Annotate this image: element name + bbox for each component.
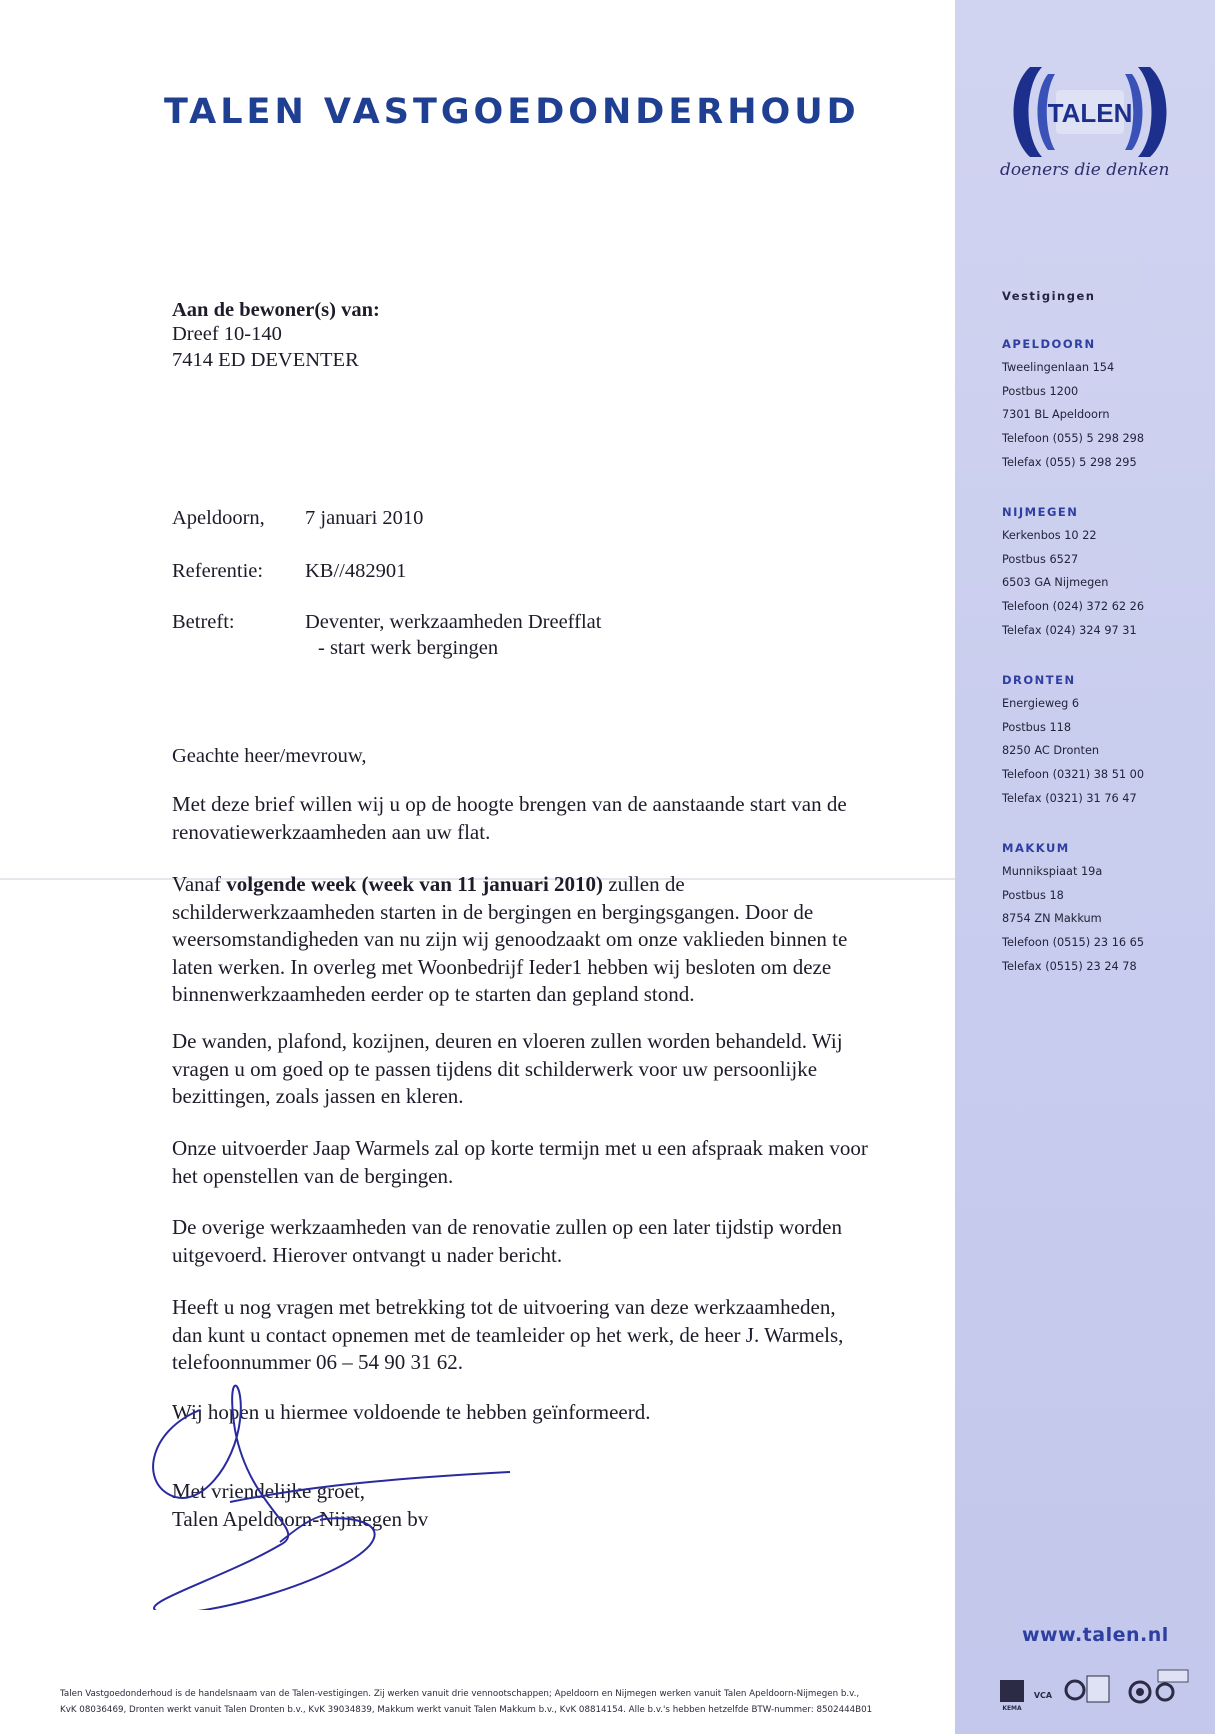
paragraph-other-work (172, 1214, 842, 1269)
subject-label: Betreft: (172, 611, 235, 633)
office-fax: Telefax (0515) 23 24 78 (1002, 959, 1137, 973)
paragraph-line: weersomstandigheden van nu zijn wij genoodzaakt om onze vaklieden binnen te (172, 927, 848, 951)
paragraph-contact (172, 1294, 843, 1377)
paragraph-line: telefoonnummer 06 – 54 90 31 62. (172, 1350, 464, 1374)
paragraph-line: Onze uitvoerder Jaap Warmels zal op korte termijn met u een afspraak maken voor (172, 1136, 868, 1160)
reference-label: Referentie: (172, 560, 264, 582)
reference-value: KB//482901 (305, 560, 407, 582)
paragraph-closing (172, 1399, 650, 1427)
offices-heading: Vestigingen (1002, 289, 1096, 303)
legal-footer (60, 1686, 940, 1718)
office-city-nijmegen: NIJMEGEN (1002, 505, 1079, 519)
office-phone: Telefoon (0321) 38 51 00 (1002, 768, 1145, 782)
paragraph-line: laten werken. In overleg met Woonbedrijf Ieder1 hebben wij besloten om deze (172, 954, 832, 979)
office-address: Energieweg 6 (1002, 697, 1080, 710)
addressee-city: 7414 ED DEVENTER (172, 349, 359, 371)
paragraph-line: dan kunt u contact opnemen met de teamleider op het werk, de heer J. Warmels, (172, 1322, 844, 1347)
website-link[interactable]: www.talen.nl (1022, 1624, 1169, 1646)
cert-kema-label: KEMA (1002, 1705, 1022, 1712)
office-city-apeldoorn: APELDOORN (1002, 337, 1096, 351)
highlight-start-week: volgende week (week van 11 januari 2010) (226, 872, 604, 896)
paragraph-line: bezittingen, zoals jassen en kleren. (172, 1084, 464, 1108)
paragraph-treatment (172, 1028, 843, 1111)
office-postcode: 8754 ZN Makkum (1002, 912, 1102, 926)
company-title: TALEN VASTGOEDONDERHOUD (164, 92, 860, 132)
office-postbus: Postbus 18 (1002, 888, 1064, 902)
office-postbus: Postbus 6527 (1002, 552, 1079, 566)
paragraph-line: uitgevoerd. Hierover ontvangt u nader bericht. (172, 1242, 563, 1267)
addressee-heading: Aan de bewoner(s) van: (172, 299, 380, 321)
paragraph-line: De wanden, plafond, kozijnen, deuren en vloeren zullen worden behandeld. Wij (172, 1029, 843, 1053)
office-postbus: Postbus 118 (1002, 720, 1072, 734)
cert-vca-label: VCA (1033, 1691, 1053, 1700)
office-postbus: Postbus 1200 (1002, 384, 1079, 398)
office-details-apeldoorn (1002, 356, 1144, 475)
office-postcode: 6503 GA Nijmegen (1002, 576, 1109, 590)
paragraph-line: renovatiewerkzaamheden aan uw flat. (172, 819, 491, 844)
talen-logo (1000, 62, 1180, 167)
paragraph-line: schilderwerkzaamheden starten in de bergingen en bergingsgangen. Door de (172, 899, 814, 924)
text-run: Vanaf (172, 872, 227, 896)
office-phone: Telefoon (055) 5 298 298 (1002, 432, 1145, 446)
letter-date: 7 januari 2010 (305, 507, 424, 529)
office-city-makkum: MAKKUM (1002, 841, 1070, 855)
office-city-dronten: DRONTEN (1002, 673, 1076, 687)
certification-logos (995, 1658, 1195, 1718)
footer-line: KvK 08036469, Dronten werkt vanuit Talen Dronten b.v., KvK 39034839, Makkum werkt vanuit Talen Makkum b.v., KvK 08814154. Alle b.v.'s hebben hetzelfde BTW-nummer: 8502444B01 (60, 1705, 873, 1715)
subject-line-1: Deventer, werkzaamheden Dreefflat (305, 611, 602, 633)
paragraph-line: het openstellen van de bergingen. (172, 1163, 454, 1188)
closing-greeting: Met vriendelijke groet, (172, 1479, 366, 1503)
paragraph-line: vragen u om goed op te passen tijdens dit schilderwerk voor uw persoonlijke (172, 1056, 818, 1081)
footer-line: Talen Vastgoedonderhoud is de handelsnaam van de Talen-vestigingen. Zij werken vanuit drie vennootschappen; Apeldoorn en Nijmegen werken vanuit Talen Apeldoorn-Nijmegen b.v., (60, 1689, 860, 1699)
office-phone: Telefoon (024) 372 62 26 (1002, 600, 1145, 614)
paragraph-line: binnenwerkzaamheden eerder op te starten dan gepland stond. (172, 982, 695, 1006)
paragraph-line: De overige werkzaamheden van de renovatie zullen op een later tijdstip worden (172, 1215, 842, 1239)
paragraph-start-date (172, 871, 847, 1009)
office-address: Tweelingenlaan 154 (1002, 361, 1115, 374)
office-fax: Telefax (055) 5 298 295 (1002, 455, 1137, 469)
office-phone: Telefoon (0515) 23 16 65 (1002, 936, 1145, 950)
paragraph-line: Met deze brief willen wij u op de hoogte brengen van de aanstaande start van de (172, 792, 847, 816)
office-address: Kerkenbos 10 22 (1002, 529, 1097, 542)
paragraph-intro (172, 791, 847, 846)
office-details-nijmegen (1002, 524, 1144, 643)
text-run: zullen de (603, 872, 685, 896)
office-fax: Telefax (024) 324 97 31 (1002, 623, 1137, 637)
office-fax: Telefax (0321) 31 76 47 (1002, 791, 1137, 805)
addressee-street: Dreef 10-140 (172, 323, 282, 345)
paragraph-line: Heeft u nog vragen met betrekking tot de uitvoering van deze werkzaamheden, (172, 1295, 836, 1319)
subject-line-2: - start werk bergingen (318, 637, 499, 659)
office-details-dronten (1002, 692, 1144, 811)
office-postcode: 7301 BL Apeldoorn (1002, 408, 1110, 422)
logo-wordmark: TALEN (1047, 98, 1133, 128)
office-postcode: 8250 AC Dronten (1002, 744, 1100, 758)
place-label: Apeldoorn, (172, 507, 265, 529)
paragraph-line (172, 871, 847, 899)
office-details-makkum (1002, 860, 1144, 979)
salutation: Geachte heer/mevrouw, (172, 745, 367, 767)
paragraph-appointment (172, 1135, 868, 1190)
letterhead-sidebar (955, 0, 1215, 1734)
closing-company: Talen Apeldoorn-Nijmegen bv (172, 1506, 429, 1531)
office-address: Munnikspiaat 19a (1002, 865, 1103, 878)
paragraph-line: Wij hopen u hiermee voldoende te hebben geïnformeerd. (172, 1400, 651, 1424)
closing-block (172, 1478, 428, 1533)
slogan: doeners die denken (1000, 160, 1170, 180)
